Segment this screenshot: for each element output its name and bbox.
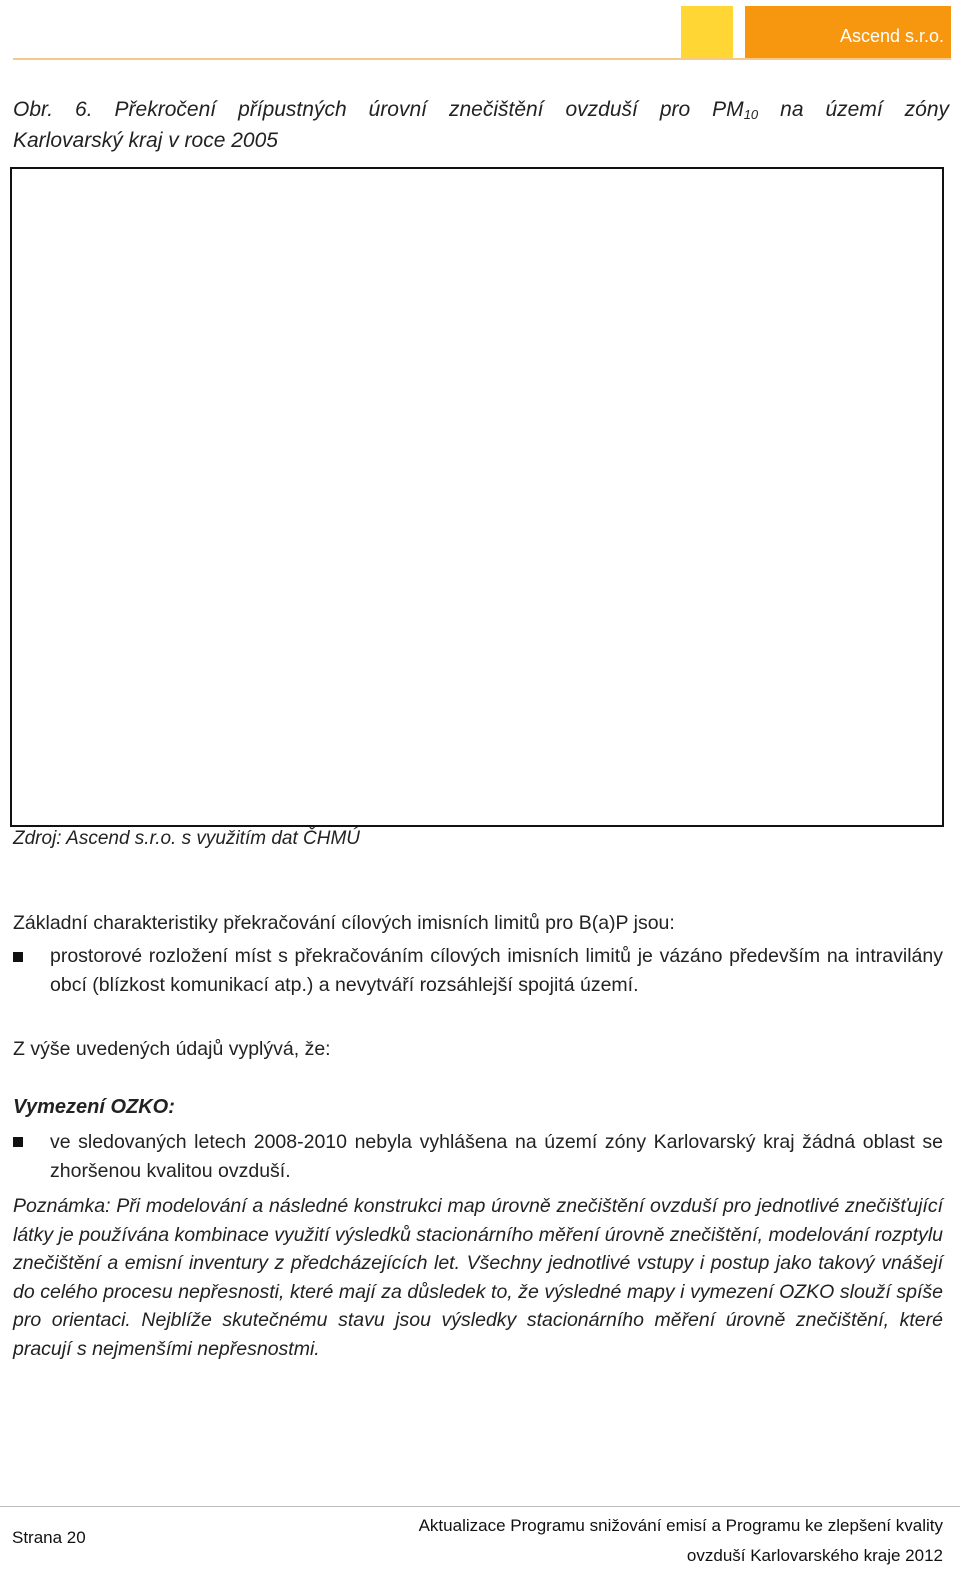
map-figure-frame <box>10 167 944 827</box>
caption-text-post: na území zóny <box>758 98 950 121</box>
bullet-item-1: prostorové rozložení míst s překračováním cílových imisních limitů je vázáno především na intravilány obcí (blízkost komunikací atp.) a nevytváří rozsáhlejší spojitá území. <box>50 945 943 996</box>
header-divider <box>13 58 951 60</box>
intro-paragraph: Základní charakteristiky překračování cílových imisních limitů pro B(a)P jsou: <box>13 912 675 934</box>
footer-title-line2: ovzduší Karlovarského kraje 2012 <box>686 1546 943 1565</box>
bullet-icon <box>13 952 23 962</box>
conclusion-intro: Z výše uvedených údajů vyplývá, že: <box>13 1038 331 1060</box>
footer-page-number: Strana 20 <box>12 1528 86 1547</box>
footer-title-line1: Aktualizace Programu snižování emisí a Programu ke zlepšení kvality <box>418 1516 943 1535</box>
caption-subscript: 10 <box>743 107 759 122</box>
section-heading: Vymezení OZKO: <box>13 1096 175 1118</box>
figure-caption-line2: Karlovarský kraj v roce 2005 <box>13 129 278 152</box>
note-paragraph: Poznámka: Při modelování a následné konstrukci map úrovně znečištění ovzduší pro jednotlivé znečišťující látky je používána kombinace využití výsledků stacionárního měření úrovně znečištění, modelování rozptylu znečištění a emisní inventury z předcházejících let. Všechny jednotlivé vstupy i postup jako takový vnášejí do celého procesu nepřesnosti, které mají za důsledek to, že výsledné mapy i vymezení OZKO slouží spíše pro orientaci. Nejblíže skutečnému stavu jsou výsledky stacionárního měření úrovně znečištění, které pracují s nejmenšími nepřesnostmi. <box>13 1195 943 1360</box>
bullet-item-2: ve sledovaných letech 2008-2010 nebyla vyhlášena na území zóny Karlovarský kraj žádná oblast se zhoršenou kvalitou ovzduší. <box>50 1131 943 1182</box>
header-accent-yellow <box>681 6 733 58</box>
bullet-icon <box>13 1137 23 1147</box>
footer-divider <box>0 1506 960 1507</box>
caption-text-pre: Obr. 6. Překročení přípustných úrovní znečištění ovzduší pro PM <box>13 98 744 121</box>
figure-source: Zdroj: Ascend s.r.o. s využitím dat ČHMÚ <box>13 828 361 849</box>
header-brand: Ascend s.r.o. <box>839 26 944 46</box>
